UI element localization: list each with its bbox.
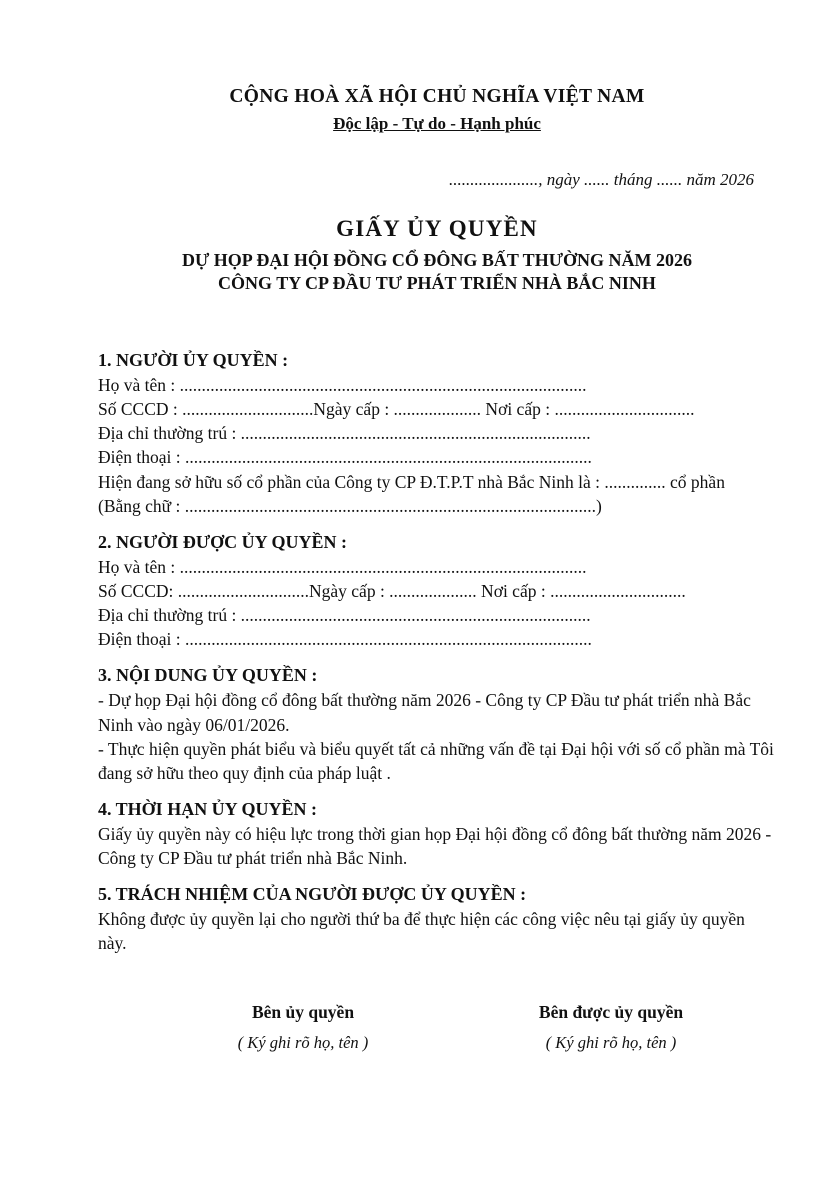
signature-block-attorney — [476, 1002, 746, 1053]
field-shares-in-words: (Bằng chữ : ..............................................................................................) — [98, 495, 602, 516]
section-heading-2: 2. NGƯỜI ĐƯỢC ỦY QUYỀN : — [98, 531, 347, 552]
section-content — [98, 665, 776, 785]
section-heading-4: 4. THỜI HẠN ỦY QUYỀN : — [98, 798, 318, 819]
document-title: GIẤY ỦY QUYỀN — [336, 216, 538, 241]
field-attorney-address: Địa chỉ thường trú : ................................................................................ — [98, 605, 591, 626]
signature-block-principal — [168, 1002, 438, 1053]
section-attorney — [98, 532, 776, 652]
section-heading-1: 1. NGƯỜI ỦY QUYỀN : — [98, 350, 289, 370]
field-id-number: Số CCCD : ..............................Ngày cấp : .................... Nơi cấp : ................................ — [98, 399, 695, 420]
section-responsibility — [98, 884, 776, 955]
signature-title-principal: Bên ủy quyền — [251, 1001, 355, 1022]
section-duration — [98, 799, 776, 870]
national-title: CỘNG HOÀ XÃ HỘI CHỦ NGHĨA VIỆT NAM — [229, 86, 645, 107]
section-heading-3: 3. NỘI DUNG ỦY QUYỀN : — [98, 665, 318, 686]
duration-paragraph: Giấy ủy quyền này có hiệu lực trong thời gian họp Đại hội đồng cổ đông bất thường năm 2026 - Công ty CP Đầu tư phát triển nhà Bắc Ninh. — [98, 823, 772, 869]
content-paragraph-2: - Thực hiện quyền phát biểu và biểu quyết tất cả những vấn đề tại Đại hội với số cổ phần mà Tôi đang sở hữu theo quy định của pháp luật . — [98, 738, 774, 783]
date-line: ....................., ngày ...... tháng ...... năm 2026 — [448, 170, 754, 189]
field-phone: Điện thoại : ............................................................................................. — [98, 447, 592, 468]
field-shares-owned: Hiện đang sở hữu số cổ phần của Công ty CP Đ.T.P.T nhà Bắc Ninh là : .............. cổ phần — [98, 471, 725, 492]
signature-note-principal: ( Ký ghi rõ họ, tên ) — [237, 1032, 369, 1052]
signature-title-attorney: Bên được ủy quyền — [538, 1001, 684, 1022]
document-subtitle-1: DỰ HỌP ĐẠI HỘI ĐỒNG CỔ ĐÔNG BẤT THƯỜNG NĂM 2026 — [181, 250, 693, 270]
responsibility-paragraph: Không được ủy quyền lại cho người thứ ba để thực hiện các công việc nêu tại giấy ủy quyền này. — [98, 909, 745, 954]
field-attorney-id-number: Số CCCD: ..............................Ngày cấp : .................... Nơi cấp : ............................... — [98, 580, 686, 601]
field-full-name: Họ và tên : ............................................................................................. — [98, 375, 587, 395]
section-principal — [98, 350, 776, 518]
signature-row — [98, 1002, 776, 1053]
field-attorney-full-name: Họ và tên : ............................................................................................. — [98, 556, 587, 577]
signature-note-attorney: ( Ký ghi rõ họ, tên ) — [545, 1032, 677, 1052]
field-address: Địa chỉ thường trú : ................................................................................ — [98, 423, 591, 444]
section-heading-5: 5. TRÁCH NHIỆM CỦA NGƯỜI ĐƯỢC ỦY QUYỀN : — [98, 884, 527, 905]
national-motto: Độc lập - Tự do - Hạnh phúc — [333, 114, 541, 133]
content-paragraph-1: - Dự họp Đại hội đồng cổ đông bất thường năm 2026 - Công ty CP Đầu tư phát triển nhà Bắc Ninh vào ngày 06/01/2026. — [98, 690, 751, 735]
document-subtitle-2: CÔNG TY CP ĐẦU TƯ PHÁT TRIỂN NHÀ BẮC NINH — [218, 273, 656, 293]
field-attorney-phone: Điện thoại : ............................................................................................. — [98, 629, 592, 650]
